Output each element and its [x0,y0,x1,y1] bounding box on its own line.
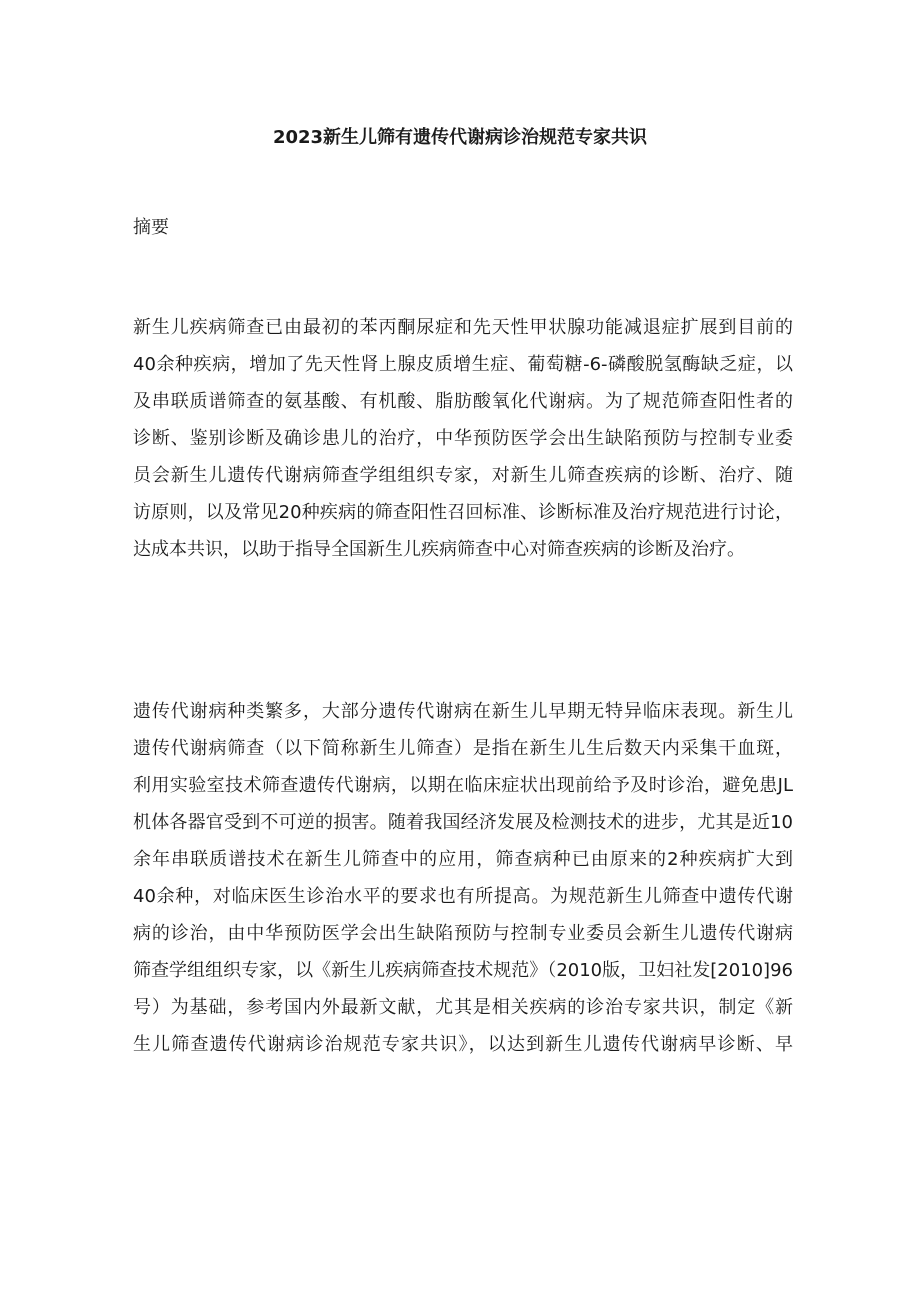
text-line: 遗传代谢病筛查（以下简称新生儿筛查）是指在新生儿生后数天内采集干血斑， [133,738,793,759]
text-line: 生儿筛查遗传代谢病诊治规范专家共识》，以达到新生儿遗传代谢病早诊断、早 [133,1034,793,1055]
text-line: 40余种，对临床医生诊治水平的要求也有所提高。为规范新生儿筛查中遗传代谢 [133,886,793,907]
text-line: 及串联质谱筛查的氨基酸、有机酸、脂肪酸氧化代谢病。为了规范筛查阳性者的 [133,391,793,412]
text-line: 机体各器官受到不可逆的损害。随着我国经济发展及检测技术的进步，尤其是近10 [133,812,793,833]
text-line: 40余种疾病，增加了先天性肾上腺皮质增生症、葡萄糖-6-磷酸脱氢酶缺乏症，以 [133,354,793,375]
text-line: 访原则，以及常见20种疾病的筛查阳性召回标准、诊断标准及治疗规范进行讨论， [133,502,793,523]
text-line: 达成本共识，以助于指导全国新生儿疾病筛查中心对筛查疾病的诊断及治疗。 [133,539,745,560]
body-paragraph [133,693,793,1063]
text-line: 员会新生儿遗传代谢病筛查学组组织专家，对新生儿筛查疾病的诊断、治疗、随 [133,465,793,486]
document-title: 2023新生儿筛有遗传代谢病诊治规范专家共识 [272,127,648,148]
text-line: 余年串联质谱技术在新生儿筛查中的应用，筛查病种已由原来的2种疾病扩大到 [133,849,793,870]
text-line: 利用实验室技术筛查遗传代谢病，以期在临床症状出现前给予及时诊治，避免患JL [133,775,793,796]
abstract-paragraph [133,309,793,568]
text-line: 号）为基础，参考国内外最新文献，尤其是相关疾病的诊治专家共识，制定《新 [133,997,793,1018]
abstract-heading: 摘要 [133,217,169,238]
text-line: 新生儿疾病筛查已由最初的苯丙酮尿症和先天性甲状腺功能减退症扩展到目前的 [133,317,793,338]
text-line: 筛查学组组织专家，以《新生儿疾病筛查技术规范》（2010版，卫妇社发[2010]96 [133,960,793,981]
text-line: 遗传代谢病种类繁多，大部分遗传代谢病在新生儿早期无特异临床表现。新生儿 [133,701,793,722]
text-line: 病的诊治，由中华预防医学会出生缺陷预防与控制专业委员会新生儿遗传代谢病 [133,923,793,944]
text-line: 诊断、鉴别诊断及确诊患儿的治疗，中华预防医学会出生缺陷预防与控制专业委 [133,428,793,449]
